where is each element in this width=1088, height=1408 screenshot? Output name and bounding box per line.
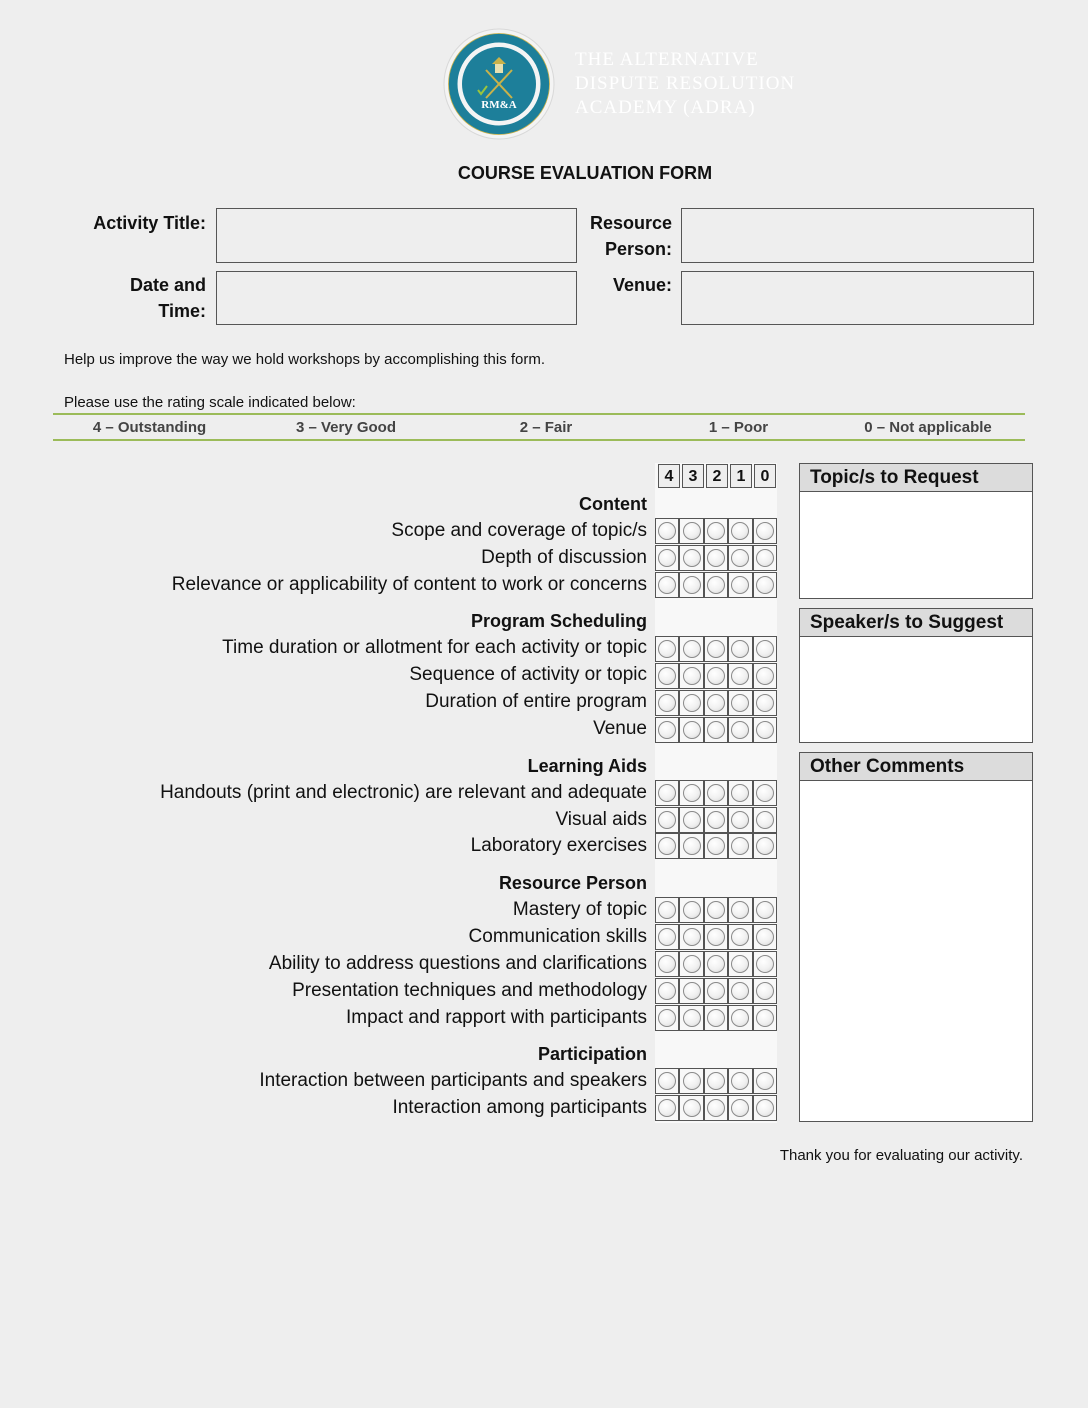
- rating-radio-row: [655, 978, 777, 1004]
- radio-circle-icon: [707, 1072, 725, 1090]
- radio-circle-icon: [707, 576, 725, 594]
- radio-circle-icon: [756, 1009, 774, 1027]
- rating-radio-2[interactable]: [704, 951, 728, 977]
- rating-radio-0[interactable]: [753, 545, 777, 571]
- item-label: Relevance or applicability of content to work or concerns: [171, 574, 647, 595]
- radio-circle-icon: [731, 811, 749, 829]
- radio-circle-icon: [658, 667, 676, 685]
- radio-circle-icon: [731, 1009, 749, 1027]
- rating-radio-0[interactable]: [753, 780, 777, 806]
- rating-radio-2[interactable]: [704, 1095, 728, 1121]
- other-comments-input[interactable]: [800, 781, 1032, 1121]
- rating-radio-row: [655, 807, 777, 833]
- topics-to-request-input[interactable]: [800, 492, 1032, 598]
- item-label: Laboratory exercises: [470, 835, 647, 856]
- rating-radio-0[interactable]: [753, 1005, 777, 1031]
- rating-radio-3[interactable]: [679, 780, 703, 806]
- radio-circle-icon: [756, 640, 774, 658]
- radio-circle-icon: [731, 784, 749, 802]
- item-label: Communication skills: [468, 926, 647, 947]
- venue-field[interactable]: [681, 271, 1034, 325]
- radio-circle-icon: [756, 694, 774, 712]
- radio-circle-icon: [683, 901, 701, 919]
- radio-circle-icon: [658, 522, 676, 540]
- radio-circle-icon: [731, 901, 749, 919]
- radio-circle-icon: [731, 1099, 749, 1117]
- rating-radio-row: [655, 572, 777, 598]
- radio-circle-icon: [683, 1099, 701, 1117]
- logo-monogram: RM&A: [481, 99, 517, 111]
- radio-circle-icon: [756, 1099, 774, 1117]
- rating-radio-1[interactable]: [728, 833, 752, 859]
- rating-radio-3[interactable]: [679, 572, 703, 598]
- resource-person-label-line-2: Person:: [604, 239, 672, 259]
- radio-circle-icon: [707, 1099, 725, 1117]
- section-title-resource-person: Resource Person: [498, 873, 647, 893]
- rating-radio-row: [655, 833, 777, 859]
- activity-title-field[interactable]: [216, 208, 577, 263]
- radio-circle-icon: [731, 694, 749, 712]
- rating-radio-2[interactable]: [704, 833, 728, 859]
- radio-circle-icon: [756, 901, 774, 919]
- rating-radio-row: [655, 690, 777, 716]
- rating-radio-4[interactable]: [655, 518, 679, 544]
- item-label: Scope and coverage of topic/s: [391, 520, 647, 541]
- rating-radio-3[interactable]: [679, 978, 703, 1004]
- rating-radio-0[interactable]: [753, 924, 777, 950]
- rating-radio-4[interactable]: [655, 807, 679, 833]
- rating-header-2: 2: [706, 464, 728, 488]
- speakers-to-suggest-input[interactable]: [800, 637, 1032, 742]
- radio-circle-icon: [731, 928, 749, 946]
- radio-circle-icon: [707, 667, 725, 685]
- radio-circle-icon: [658, 928, 676, 946]
- radio-circle-icon: [707, 837, 725, 855]
- scale-item-1: 1 – Poor: [708, 419, 769, 436]
- radio-circle-icon: [731, 955, 749, 973]
- rating-radio-4[interactable]: [655, 833, 679, 859]
- item-label: Interaction among participants: [392, 1097, 647, 1118]
- item-label: Visual aids: [555, 809, 647, 830]
- date-time-label-line-1: Date and: [129, 275, 206, 295]
- scale-item-0: 0 – Not applicable: [864, 419, 992, 436]
- other-comments-box: [799, 752, 1033, 1122]
- rating-radio-3[interactable]: [679, 690, 703, 716]
- radio-circle-icon: [756, 982, 774, 1000]
- radio-circle-icon: [731, 522, 749, 540]
- rating-radio-2[interactable]: [704, 924, 728, 950]
- scale-item-3: 3 – Very Good: [295, 419, 397, 436]
- radio-circle-icon: [756, 576, 774, 594]
- rating-radio-3[interactable]: [679, 545, 703, 571]
- radio-circle-icon: [707, 982, 725, 1000]
- activity-title-label: Activity Title:: [93, 213, 206, 233]
- radio-circle-icon: [731, 667, 749, 685]
- radio-circle-icon: [731, 549, 749, 567]
- radio-circle-icon: [756, 549, 774, 567]
- rating-radio-4[interactable]: [655, 1095, 679, 1121]
- radio-circle-icon: [683, 721, 701, 739]
- radio-circle-icon: [683, 667, 701, 685]
- rating-header-3: 3: [682, 464, 704, 488]
- thank-you-note: Thank you for evaluating our activity.: [779, 1147, 1023, 1164]
- organization-logo: [440, 28, 558, 140]
- rating-radio-2[interactable]: [704, 572, 728, 598]
- rating-radio-3[interactable]: [679, 717, 703, 743]
- radio-circle-icon: [658, 1009, 676, 1027]
- radio-circle-icon: [658, 1072, 676, 1090]
- rating-radio-3[interactable]: [679, 1005, 703, 1031]
- rating-radio-0[interactable]: [753, 518, 777, 544]
- topics-to-request-title: Topic/s to Request: [800, 464, 1032, 492]
- rating-radio-1[interactable]: [728, 924, 752, 950]
- rating-radio-2[interactable]: [704, 690, 728, 716]
- rating-radio-4[interactable]: [655, 717, 679, 743]
- radio-circle-icon: [658, 811, 676, 829]
- rating-radio-1[interactable]: [728, 1095, 752, 1121]
- rating-radio-3[interactable]: [679, 924, 703, 950]
- radio-circle-icon: [658, 1099, 676, 1117]
- radio-circle-icon: [756, 955, 774, 973]
- radio-circle-icon: [707, 928, 725, 946]
- rating-radio-0[interactable]: [753, 663, 777, 689]
- rating-radio-4[interactable]: [655, 780, 679, 806]
- rating-radio-2[interactable]: [704, 780, 728, 806]
- org-name-line-1: THE ALTERNATIVE: [575, 49, 759, 70]
- rating-radio-1[interactable]: [728, 780, 752, 806]
- rating-radio-1[interactable]: [728, 636, 752, 662]
- rating-radio-0[interactable]: [753, 951, 777, 977]
- rating-radio-row: [655, 1005, 777, 1031]
- rating-radio-2[interactable]: [704, 1068, 728, 1094]
- rating-header-1: 1: [730, 464, 752, 488]
- radio-circle-icon: [683, 694, 701, 712]
- rating-radio-4[interactable]: [655, 897, 679, 923]
- rating-radio-4[interactable]: [655, 978, 679, 1004]
- radio-circle-icon: [683, 928, 701, 946]
- other-comments-title: Other Comments: [800, 753, 1032, 781]
- rating-radio-1[interactable]: [728, 897, 752, 923]
- rating-radio-row: [655, 1068, 777, 1094]
- rating-radio-0[interactable]: [753, 690, 777, 716]
- rating-radio-row: [655, 924, 777, 950]
- speakers-to-suggest-box: [799, 608, 1033, 743]
- radio-circle-icon: [731, 576, 749, 594]
- radio-circle-icon: [731, 1072, 749, 1090]
- radio-circle-icon: [658, 721, 676, 739]
- rating-radio-2[interactable]: [704, 518, 728, 544]
- radio-circle-icon: [658, 955, 676, 973]
- scale-intro-text: Please use the rating scale indicated below:: [64, 394, 356, 411]
- item-label: Duration of entire program: [425, 691, 647, 712]
- rating-radio-4[interactable]: [655, 663, 679, 689]
- rating-radio-3[interactable]: [679, 518, 703, 544]
- rating-radio-4[interactable]: [655, 924, 679, 950]
- rating-radio-2[interactable]: [704, 897, 728, 923]
- topics-to-request-box: [799, 463, 1033, 599]
- rating-radio-2[interactable]: [704, 978, 728, 1004]
- radio-circle-icon: [707, 522, 725, 540]
- rating-radio-0[interactable]: [753, 1068, 777, 1094]
- rating-radio-4[interactable]: [655, 690, 679, 716]
- radio-circle-icon: [658, 982, 676, 1000]
- item-label: Handouts (print and electronic) are relevant and adequate: [160, 782, 647, 803]
- rating-radio-3[interactable]: [679, 663, 703, 689]
- rating-radio-1[interactable]: [728, 978, 752, 1004]
- radio-circle-icon: [658, 901, 676, 919]
- rating-radio-0[interactable]: [753, 833, 777, 859]
- radio-circle-icon: [731, 982, 749, 1000]
- radio-circle-icon: [756, 522, 774, 540]
- radio-circle-icon: [683, 549, 701, 567]
- radio-circle-icon: [683, 955, 701, 973]
- item-label: Ability to address questions and clarifications: [268, 953, 647, 974]
- date-time-label: [60, 272, 206, 324]
- rating-radio-row: [655, 663, 777, 689]
- rating-radio-4[interactable]: [655, 1005, 679, 1031]
- item-label: Venue: [593, 718, 647, 739]
- radio-circle-icon: [756, 928, 774, 946]
- form-title: COURSE EVALUATION FORM: [457, 163, 713, 183]
- radio-circle-icon: [658, 640, 676, 658]
- radio-circle-icon: [658, 694, 676, 712]
- rating-radio-1[interactable]: [728, 663, 752, 689]
- date-time-field[interactable]: [216, 271, 577, 325]
- rating-radio-row: [655, 1095, 777, 1121]
- radio-circle-icon: [756, 667, 774, 685]
- radio-circle-icon: [683, 837, 701, 855]
- rating-radio-1[interactable]: [728, 545, 752, 571]
- rating-header-4: 4: [658, 464, 680, 488]
- radio-circle-icon: [683, 1072, 701, 1090]
- section-title-learning-aids: Learning Aids: [527, 756, 647, 776]
- radio-circle-icon: [683, 522, 701, 540]
- rating-radio-2[interactable]: [704, 663, 728, 689]
- radio-circle-icon: [683, 640, 701, 658]
- rating-radio-1[interactable]: [728, 717, 752, 743]
- item-label: Mastery of topic: [512, 899, 647, 920]
- item-label: Presentation techniques and methodology: [292, 980, 647, 1001]
- resource-person-label-line-1: Resource: [589, 213, 672, 233]
- intro-text: Help us improve the way we hold workshops by accomplishing this form.: [64, 351, 546, 368]
- rating-radio-3[interactable]: [679, 897, 703, 923]
- radio-circle-icon: [683, 1009, 701, 1027]
- radio-circle-icon: [707, 955, 725, 973]
- org-name-line-3: ACADEMY (ADRA): [575, 97, 756, 118]
- rating-radio-0[interactable]: [753, 717, 777, 743]
- radio-circle-icon: [731, 837, 749, 855]
- scale-item-2: 2 – Fair: [519, 419, 573, 436]
- rating-radio-row: [655, 518, 777, 544]
- rating-header-0: 0: [754, 464, 776, 488]
- radio-circle-icon: [658, 576, 676, 594]
- rating-radio-2[interactable]: [704, 545, 728, 571]
- radio-circle-icon: [658, 837, 676, 855]
- rating-radio-4[interactable]: [655, 545, 679, 571]
- radio-circle-icon: [707, 721, 725, 739]
- rating-radio-3[interactable]: [679, 951, 703, 977]
- scale-item-4: 4 – Outstanding: [92, 419, 207, 436]
- organization-name: [575, 48, 835, 120]
- rating-header-row: [658, 464, 776, 488]
- radio-circle-icon: [707, 694, 725, 712]
- section-title-participation: Participation: [537, 1044, 647, 1064]
- radio-circle-icon: [756, 721, 774, 739]
- rating-radio-row: [655, 780, 777, 806]
- rating-radio-0[interactable]: [753, 897, 777, 923]
- rating-radio-2[interactable]: [704, 1005, 728, 1031]
- rating-radio-4[interactable]: [655, 572, 679, 598]
- radio-circle-icon: [707, 1009, 725, 1027]
- rating-radio-3[interactable]: [679, 807, 703, 833]
- rating-radio-2[interactable]: [704, 717, 728, 743]
- rating-radio-row: [655, 636, 777, 662]
- resource-person-label: [580, 210, 672, 262]
- rating-radio-0[interactable]: [753, 572, 777, 598]
- rating-radio-3[interactable]: [679, 833, 703, 859]
- rating-radio-2[interactable]: [704, 807, 728, 833]
- rating-radio-0[interactable]: [753, 807, 777, 833]
- radio-circle-icon: [707, 640, 725, 658]
- rating-radio-1[interactable]: [728, 1068, 752, 1094]
- radio-circle-icon: [707, 784, 725, 802]
- rating-radio-row: [655, 717, 777, 743]
- radio-circle-icon: [756, 837, 774, 855]
- radio-circle-icon: [658, 784, 676, 802]
- rating-radio-1[interactable]: [728, 572, 752, 598]
- rating-radio-1[interactable]: [728, 1005, 752, 1031]
- date-time-label-line-2: Time:: [158, 301, 206, 321]
- radio-circle-icon: [683, 982, 701, 1000]
- item-label: Time duration or allotment for each activity or topic: [222, 637, 647, 658]
- venue-label: Venue:: [612, 275, 672, 295]
- rating-radio-4[interactable]: [655, 636, 679, 662]
- rating-radio-3[interactable]: [679, 1095, 703, 1121]
- org-name-line-2: DISPUTE RESOLUTION: [575, 73, 796, 94]
- rating-radio-1[interactable]: [728, 807, 752, 833]
- rating-scale-legend: [53, 413, 1025, 441]
- rating-radio-1[interactable]: [728, 951, 752, 977]
- rating-radio-row: [655, 545, 777, 571]
- rating-radio-row: [655, 897, 777, 923]
- rating-radio-0[interactable]: [753, 1095, 777, 1121]
- radio-circle-icon: [707, 549, 725, 567]
- radio-circle-icon: [756, 811, 774, 829]
- rating-radio-row: [655, 951, 777, 977]
- rating-radio-2[interactable]: [704, 636, 728, 662]
- item-label: Interaction between participants and speakers: [259, 1070, 647, 1091]
- radio-circle-icon: [756, 1072, 774, 1090]
- logo-seal-icon: [440, 28, 558, 140]
- radio-circle-icon: [731, 640, 749, 658]
- speakers-to-suggest-title: Speaker/s to Suggest: [800, 609, 1032, 637]
- item-label: Impact and rapport with participants: [346, 1007, 647, 1028]
- radio-circle-icon: [683, 784, 701, 802]
- section-title-scheduling: Program Scheduling: [470, 611, 647, 631]
- radio-circle-icon: [707, 901, 725, 919]
- radio-circle-icon: [658, 549, 676, 567]
- rating-radio-1[interactable]: [728, 690, 752, 716]
- radio-circle-icon: [683, 811, 701, 829]
- radio-circle-icon: [683, 576, 701, 594]
- radio-circle-icon: [756, 784, 774, 802]
- radio-circle-icon: [707, 811, 725, 829]
- rating-radio-0[interactable]: [753, 636, 777, 662]
- rating-radio-4[interactable]: [655, 951, 679, 977]
- radio-circle-icon: [731, 721, 749, 739]
- rating-radio-3[interactable]: [679, 636, 703, 662]
- item-label: Sequence of activity or topic: [409, 664, 647, 685]
- rating-radio-1[interactable]: [728, 518, 752, 544]
- rating-radio-4[interactable]: [655, 1068, 679, 1094]
- rating-radio-0[interactable]: [753, 978, 777, 1004]
- item-label: Depth of discussion: [481, 547, 647, 568]
- section-title-content: Content: [579, 494, 647, 514]
- resource-person-field[interactable]: [681, 208, 1034, 263]
- rating-radio-3[interactable]: [679, 1068, 703, 1094]
